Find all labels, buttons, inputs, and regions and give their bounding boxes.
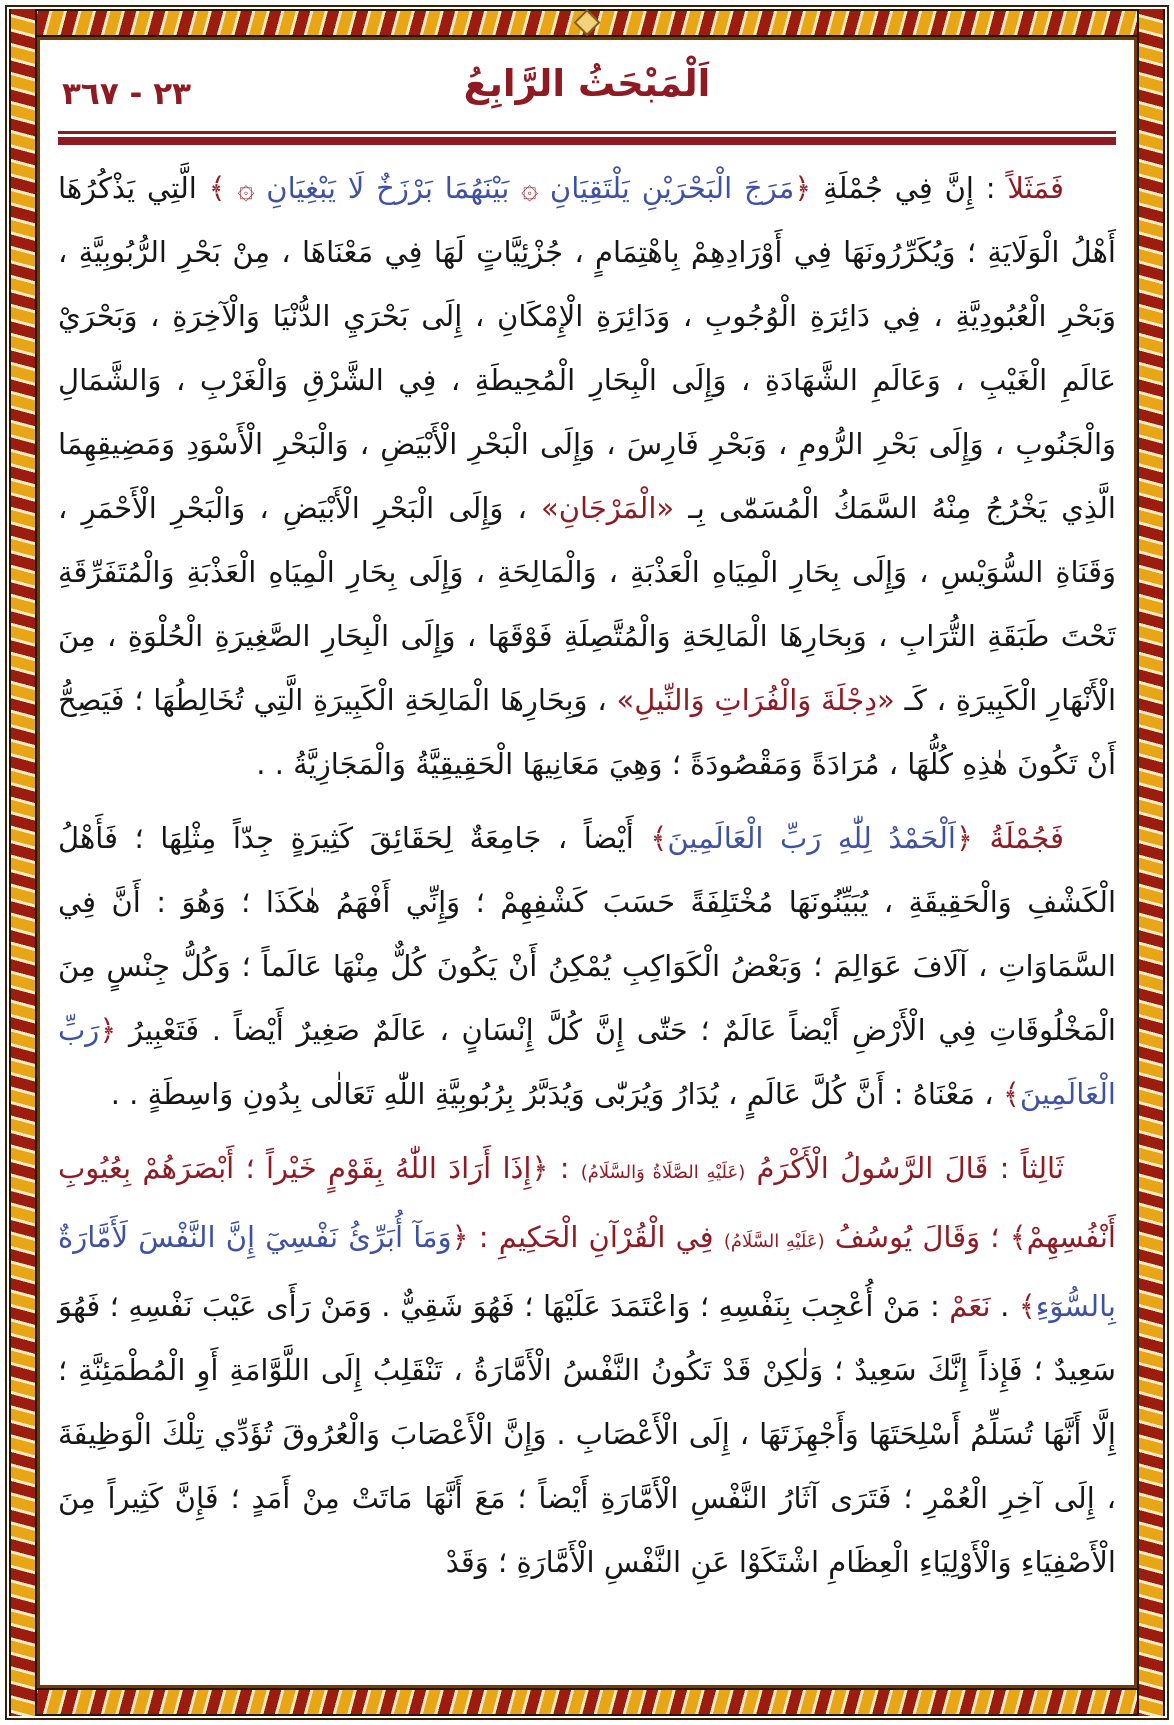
paragraph-3 [58,1136,1116,1594]
paragraph-1 [58,156,1116,796]
text-segment: ﴾ [1002,1077,1020,1111]
text-segment: رَبِّ الْعَالَمِينَ [58,1013,1116,1111]
text-segment: نَعَمْ [949,1289,991,1323]
text-segment: ثَالِثاً : قَالَ الرَّسُولُ الْأَكْرَمُ [745,1151,1064,1185]
text-segment: ﴾ [1018,1289,1036,1323]
text-segment: (عَلَيْهِ الصَّلَاةُ وَالسَّلَامُ) [580,1162,746,1183]
text-segment: . [990,1289,1019,1323]
border-chain-right [1137,9,1165,1716]
text-segment: ﴾ [650,821,668,855]
text-segment: مَرَجَ الْبَحْرَيْنِ يَلْتَقِيَانِ [538,171,795,205]
text-segment: وَمَآ أُبَرِّئُ نَفْسِيٓ إِنَّ النَّفْسَ لَأَمَّارَةٌ بِالسُّوٓءِ [58,1220,1116,1323]
paragraph-2 [58,806,1116,1126]
text-segment: اَلْحَمْدُ لِلّٰهِ رَبِّ الْعَالَمِينَ [667,821,956,855]
text-segment: ، وَإِلَى الْبَحْرِ الْأَبْيَضِ ، وَالْبَحْرِ الْأَحْمَرِ ، وَقَنَاةِ السُّوَيْسِ ، وَإِلَى بِحَارِ الْمِيَاهِ الْعَذْبَةِ ، وَالْمَالِحَةِ ، وَإِلَى بِحَارِ الْمِيَاهِ الْعَذْبَةِ وَالْمُتَفَرِّقَةِ تَحْتَ طَبَقَةِ التُّرَابِ ، وَبِحَارِهَا الْمَالِحَةِ وَالْمُتَّصِلَةِ فَوْقَهَا ، وَإِلَى الْبِحَارِ الصَّغِيرَةِ الْحُلْوَةِ ، مِنَ الْأَنْهَارِ الْكَبِيرَةِ ، كَـ [58,491,1117,717]
text-segment: ۞ [521,171,539,205]
text-segment: ﴿ [99,1013,117,1047]
page-header [60,62,1114,124]
text-segment [973,821,990,855]
text-segment: (عَلَيْهِ السَّلَامُ) [723,1231,825,1252]
text-segment: ، وَبِحَارِهَا الْمَالِحَةِ الْكَبِيرَةِ الَّتِي تُخَالِطُهَا ؛ فَيَصِحُّ أَنْ تَكُونَ هٰذِهِ كُلُّهَا ، مُرَادَةً وَمَقْصُودَةً ؛ وَهِيَ مَعَانِيهَا الْحَقِيقِيَّةُ وَالْمَجَازِيَّةُ . . [58,683,1116,781]
text-segment: «دِجْلَةَ وَالْفُرَاتِ وَالنِّيلِ» [616,683,895,717]
text-segment: فِي الْقُرْآنِ الْحَكِيمِ : ﴿ [451,1220,724,1254]
header-divider-rule [58,131,1116,145]
text-segment: : إِنَّ فِي جُمْلَةِ [811,171,1008,205]
page-title: اَلْمَبْحَثُ الرَّابِعُ [463,62,711,105]
text-segment: ﴿ [794,171,812,205]
border-chain-left [9,9,37,1716]
text-segment: فَمَثَلاً [1007,171,1064,205]
text-segment: ۞ ﴾ [208,171,255,205]
text-segment: : مَنْ أُعْجِبَ بِنَفْسِهِ ؛ وَاعْتَمَدَ عَلَيْهَا ؛ فَهُوَ شَقِيٌّ . وَمَنْ رَأَى عَيْبَ نَفْسِهِ ؛ فَهُوَ سَعِيدٌ ؛ فَإِذاً إِنَّكَ سَعِيدٌ ؛ وَلٰكِنْ قَدْ تَكُونُ النَّفْسُ الْأَمَّارَةُ ، تَنْقَلِبُ إِلَى اللَّوَّامَةِ أَوِ الْمُطْمَئِنَّةِ ؛ إِلَّا أَنَّهَا تُسَلِّمُ أَسْلِحَتَهَا وَأَجْهِزَتَهَا ، إِلَى الْأَعْصَابِ . وَإِنَّ الْأَعْصَابَ وَالْعُرُوقَ تُؤَدِّي تِلْكَ الْوَظِيفَةَ ، إِلَى آخِرِ الْعُمْرِ ؛ فَتَرَى آثَارُ النَّفْسِ الْأَمَّارَةِ أَيْضاً ؛ مَعَ أَنَّهَا مَاتَتْ مِنْ أَمَدٍ ؛ فَإِنَّ كَثِيراً مِنَ الْأَصْفِيَاءِ وَالْأَوْلِيَاءِ الْعِظَامِ اشْتَكَوْا عَنِ النَّفْسِ الْأَمَّارَةِ ؛ وَقَدْ [58,1289,1116,1579]
border-chain-bottom [9,1688,1165,1716]
text-segment: : ﴿إِذَا أَرَادَ اللّٰهُ بِقَوْمٍ خَيْراً ؛ أَبْصَرَهُمْ بِعُيُوبِ أَنْفُسِهِمْ﴾ ؛ وَقَالَ يُوسُفُ [58,1151,1116,1254]
text-segment: «الْمَرْجَانِ» [540,491,675,525]
text-segment: بَيْنَهُمَا بَرْزَخٌ لَا يَبْغِيَانِ [254,171,522,205]
text-segment: فَجُمْلَةُ [989,821,1064,855]
page-number-marker: ٢٣ - ٣٦٧ [62,76,192,112]
text-segment: أَيْضاً ، جَامِعَةٌ لِحَقَائِقَ كَثِيرَةٍ جِدّاً مِثْلِهَا ؛ فَأَهْلُ الْكَشْفِ وَالْحَقِيقَةِ ، يُبَيِّنُونَهَا مُخْتَلِفَةً حَسَبَ كَشْفِهِمْ ؛ وَإِنِّي أَفْهَمُ هٰكَذَا ؛ وَهُوَ : أَنَّ فِي السَّمَاوَاتِ ، آلَافَ عَوَالِمَ ؛ وَبَعْضُ الْكَوَاكِبِ يُمْكِنُ أَنْ يَكُونَ كُلٌّ مِنْهَا عَالَماً ؛ وَكُلُّ جِنْسٍ مِنَ الْمَخْلُوقَاتِ فِي الْأَرْضِ أَيْضاً عَالَمٌ ؛ حَتّٰى إِنَّ كُلَّ إِنْسَانٍ ، عَالَمٌ صَغِيرٌ أَيْضاً . فَتَعْبِيرُ [58,821,1116,1047]
text-segment: ، مَعْنَاهُ : أَنَّ كُلَّ عَالَمٍ ، يُدَارُ وَيُرَبّٰى وَيُدَبَّرُ بِرُبُوبِيَّةِ اللّٰهِ تَعَالٰى بِدُونِ وَاسِطَةٍ . . [110,1077,1003,1111]
body-text [58,156,1116,1659]
text-segment: ﴿ [955,821,973,855]
text-segment: الَّتِي يَذْكُرُهَا أَهْلُ الْوَلَايَةِ ؛ وَيُكَرِّرُونَهَا فِي أَوْرَادِهِمْ بِاهْتِمَامٍ ، جُزْئِيَّاتٍ لَهَا فِي مَعْنَاهَا ، مِنْ بَحْرِ الرُّبُوبِيَّةِ ، وَبَحْرِ الْعُبُودِيَّةِ ، فِي دَائِرَةِ الْوُجُوبِ ، وَدَائِرَةِ الْإِمْكَانِ ، إِلَى بَحْرَيِ الدُّنْيَا وَالْآخِرَةِ ، وَبَحْرَيْ عَالَمِ الْغَيْبِ ، وَعَالَمِ الشَّهَادَةِ ، وَإِلَى الْبِحَارِ الْمُحِيطَةِ ، فِي الشَّرْقِ وَالْغَرْبِ ، وَالشَّمَالِ وَالْجَنُوبِ ، وَإِلَى بَحْرِ الرُّومِ ، وَبَحْرِ فَارِسَ ، وَإِلَى الْبَحْرِ الْأَبْيَضِ ، وَالْبَحْرِ الْأَسْوَدِ وَمَضِيقِهِمَا الَّذِي يَخْرُجُ مِنْهُ السَّمَكُ الْمُسَمّٰى بِـ [58,171,1116,525]
